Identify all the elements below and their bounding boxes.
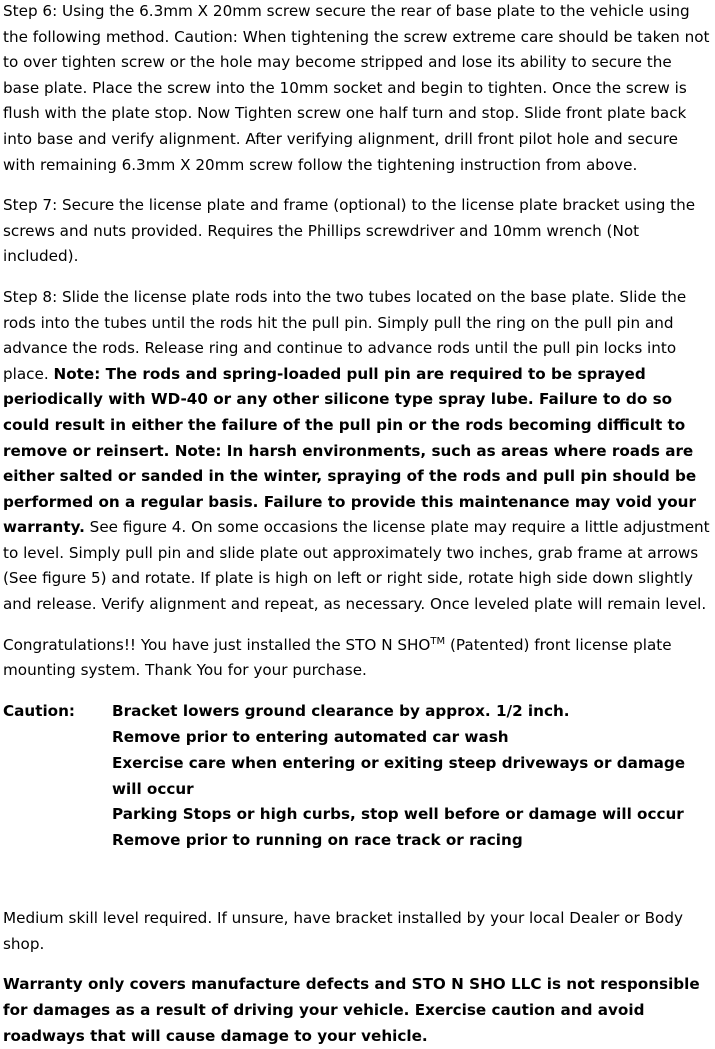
step-6-paragraph: Step 6: Using the 6.3mm X 20mm screw secure the rear of base plate to the vehicle using the following method. Caution: When tightening the screw extreme care should be taken not to over tighten screw or the hole may become stripped and lose its ability to secure the base plate. Place the screw into the 10mm socket and begin to tighten. Once the screw is flush with the plate stop. Now Tighten screw one half turn and stop. Slide front plate back into base and verify alignment. After verifying alignment, drill front pilot hole and secure with remaining 6.3mm X 20mm screw follow the tightening instruction from above. [3, 2, 710, 174]
step-8-paragraph [3, 285, 712, 618]
caution-label: Caution: [3, 701, 75, 720]
trademark-mark: TM [430, 635, 446, 647]
step-8-leveling-text: See figure 4. On some occasions the license plate may require a little adjustment to level. Simply pull pin and slide plate out approximately two inches, grab frame at arrows (See figure 5) and rotate. If plate is high on left or right side, rotate high side down slightly and release. Verify alignment and repeat, as necessary. Once leveled plate will remain level. [3, 518, 710, 614]
caution-item: Remove prior to running on race track or racing [112, 831, 523, 850]
warranty-disclaimer [3, 972, 712, 1049]
caution-item: Parking Stops or high curbs, stop well before or damage will occur [112, 805, 684, 824]
congratulations-text-end: (Patented) front license plate mounting system. Thank You for your purchase. [3, 635, 672, 680]
step-8-intro: Step 8: Slide the license plate rods into the two tubes located on the base plate. Slide the rods into the tubes until the rods hit the pull pin. Simply pull the ring on the pull pin and advance the rods. Release ring and continue to advance rods until the pull pin locks into place. [3, 287, 687, 383]
step-7-paragraph: Step 7: Secure the license plate and frame (optional) to the license plate bracket using the screws and nuts provided. Requires the Phillips screwdriver and 10mm wrench (Not included). [3, 196, 696, 266]
congratulations-paragraph [3, 633, 712, 684]
caution-item: Bracket lowers ground clearance by approx. 1/2 inch. [112, 701, 570, 720]
step-8-maintenance-note: Note: The rods and spring-loaded pull pin are required to be sprayed periodically with WD-40 or any other silicone type spray lube. Failure to do so could result in either the failure of the pull pin or the rods becoming difficult to remove or reinsert. Note: In harsh environments, such as areas where roads are either salted or sanded in the winter, spraying of the rods and pull pin should be performed on a regular basis. Failure to provide this maintenance may void your warranty. [3, 364, 697, 537]
caution-item: Remove prior to entering automated car wash [112, 727, 509, 746]
warranty-text: Warranty only covers manufacture defects and STO N SHO LLC is not responsible for damages as a result of driving your vehicle. Exercise caution and avoid roadways that will cause damage to your vehicle. [3, 975, 700, 1045]
caution-item: Exercise care when entering or exiting steep driveways or damage will occur [112, 753, 686, 798]
congratulations-text: Congratulations!! You have just installed the STO N SHO [3, 635, 431, 654]
skill-level-note: Medium skill level required. If unsure, have bracket installed by your local Dealer or Body shop. [3, 909, 683, 953]
caution-list [112, 699, 712, 854]
caution-block [3, 699, 712, 854]
